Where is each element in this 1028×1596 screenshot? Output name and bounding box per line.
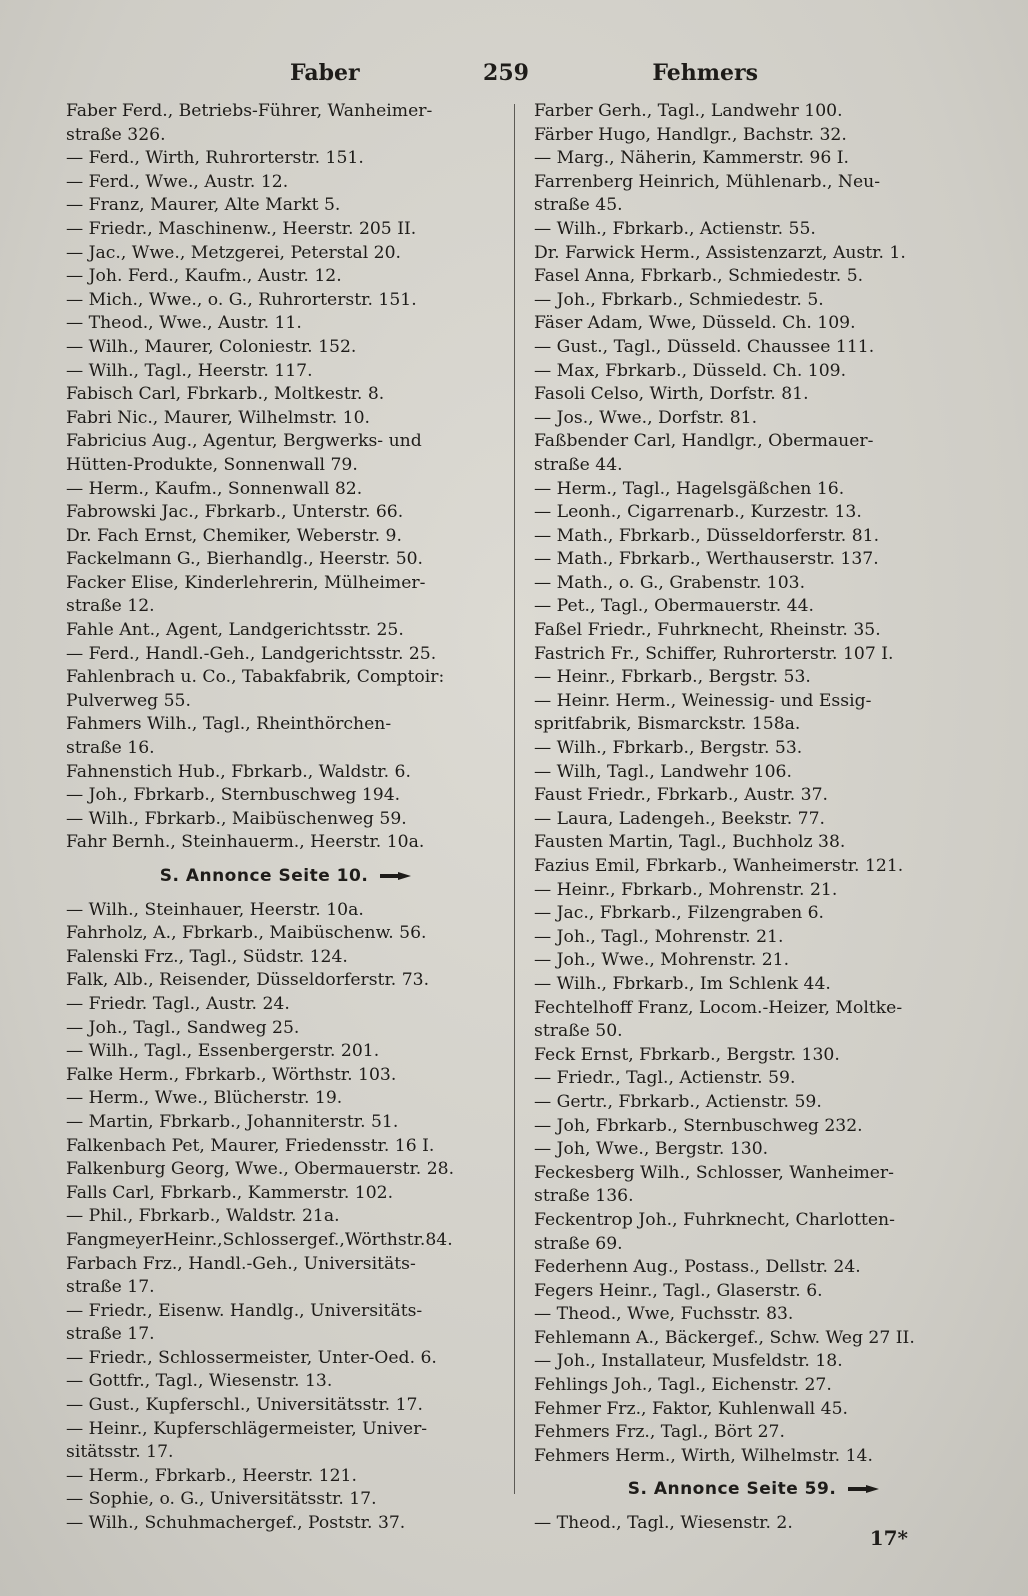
advertisement-notice xyxy=(66,855,506,899)
directory-entry xyxy=(534,548,974,572)
directory-entry xyxy=(66,1064,506,1088)
entry-continuation-line: Pulverweg 55. xyxy=(66,690,191,711)
directory-entry xyxy=(534,360,974,384)
entry-line: — Friedr., Eisenw. Handlg., Universitäts- xyxy=(66,1300,423,1321)
directory-entry xyxy=(534,1067,974,1091)
directory-entry xyxy=(66,1418,506,1465)
entry-line: — Friedr., Schlossermeister, Unter-Oed. 6. xyxy=(66,1347,437,1368)
entry-line: Feck Ernst, Fbrkarb., Bergstr. 130. xyxy=(534,1044,840,1065)
entry-line: Fahmers Wilh., Tagl., Rheinthörchen- xyxy=(66,714,392,735)
entry-line: Faßbender Carl, Handlgr., Obermauer- xyxy=(534,431,874,452)
directory-entry xyxy=(534,336,974,360)
directory-entry xyxy=(534,902,974,926)
entry-line: Fehmer Frz., Faktor, Kuhlenwall 45. xyxy=(534,1398,848,1419)
directory-entry xyxy=(534,973,974,997)
directory-entry xyxy=(534,1138,974,1162)
entry-line: — Math., Fbrkarb., Werthauserstr. 137. xyxy=(534,549,879,570)
entry-line: — Theod., Tagl., Wiesenstr. 2. xyxy=(534,1513,793,1534)
entry-continuation-line: straße 326. xyxy=(66,124,166,145)
entry-line: — Joh. Ferd., Kaufm., Austr. 12. xyxy=(66,266,342,287)
entry-line: — Gust., Kupferschl., Universitätsstr. 17. xyxy=(66,1395,423,1416)
directory-entry xyxy=(534,1115,974,1139)
entry-line: — Theod., Wwe., Austr. 11. xyxy=(66,313,302,334)
directory-entry xyxy=(66,242,506,266)
entry-line: — Joh., Fbrkarb., Schmiedestr. 5. xyxy=(534,289,824,310)
entry-line: Fehmers Herm., Wirth, Wilhelmstr. 14. xyxy=(534,1445,873,1466)
directory-entry xyxy=(66,1370,506,1394)
directory-entry xyxy=(66,946,506,970)
directory-entry xyxy=(66,1017,506,1041)
entry-line: — Laura, Ladengeh., Beekstr. 77. xyxy=(534,808,826,829)
directory-entry xyxy=(66,713,506,760)
directory-entry xyxy=(66,993,506,1017)
entry-line: Fahnenstich Hub., Fbrkarb., Waldstr. 6. xyxy=(66,761,411,782)
entry-line: — Gertr., Fbrkarb., Actienstr. 59. xyxy=(534,1091,822,1112)
entry-line: Fäser Adam, Wwe, Düsseld. Ch. 109. xyxy=(534,313,856,334)
directory-entry xyxy=(66,171,506,195)
entry-continuation-line: straße 136. xyxy=(534,1186,634,1207)
entry-line: Fahrholz, A., Fbrkarb., Maibüschenw. 56. xyxy=(66,923,427,944)
page-header xyxy=(70,56,958,90)
directory-entry xyxy=(534,147,974,171)
entry-line: — Wilh., Fbrkarb., Actienstr. 55. xyxy=(534,218,816,239)
directory-entry xyxy=(66,1229,506,1253)
entry-line: — Wilh., Fbrkarb., Maibüschenweg 59. xyxy=(66,808,407,829)
entry-line: — Jac., Wwe., Metzgerei, Peterstal 20. xyxy=(66,242,401,263)
entry-line: — Joh., Fbrkarb., Sternbuschweg 194. xyxy=(66,785,401,806)
entry-line: Fechtelhoff Franz, Locom.-Heizer, Moltke- xyxy=(534,997,903,1018)
entry-line: — Sophie, o. G., Universitätsstr. 17. xyxy=(66,1489,377,1510)
entry-line: — Wilh., Fbrkarb., Bergstr. 53. xyxy=(534,738,803,759)
entry-line: Fastrich Fr., Schiffer, Ruhrorterstr. 107 I. xyxy=(534,643,894,664)
entry-continuation-line: straße 16. xyxy=(66,738,155,759)
entry-line: — Heinr., Kupferschlägermeister, Univer- xyxy=(66,1418,428,1439)
entry-line: — Wilh., Steinhauer, Heerstr. 10a. xyxy=(66,899,364,920)
directory-entry xyxy=(534,808,974,832)
directory-entry xyxy=(66,1040,506,1064)
directory-entry xyxy=(534,124,974,148)
entry-continuation-line: sitätsstr. 17. xyxy=(66,1442,174,1463)
entry-line: — Math., o. G., Grabenstr. 103. xyxy=(534,572,806,593)
entry-line: — Heinr. Herm., Weinessig- und Essig- xyxy=(534,690,872,711)
entry-line: — Friedr. Tagl., Austr. 24. xyxy=(66,993,290,1014)
entry-line: Farrenberg Heinrich, Mühlenarb., Neu- xyxy=(534,171,881,192)
entry-line: — Jac., Fbrkarb., Filzengraben 6. xyxy=(534,903,825,924)
entry-line: — Herm., Fbrkarb., Heerstr. 121. xyxy=(66,1465,357,1486)
directory-entry xyxy=(66,336,506,360)
directory-entry xyxy=(66,218,506,242)
entry-continuation-line: straße 50. xyxy=(534,1021,623,1042)
entry-line: — Joh., Tagl., Mohrenstr. 21. xyxy=(534,926,784,947)
entry-line: Fahlenbrach u. Co., Tabakfabrik, Comptoir: xyxy=(66,667,445,688)
entry-line: Fasoli Celso, Wirth, Dorfstr. 81. xyxy=(534,384,809,405)
directory-entry xyxy=(534,501,974,525)
directory-entry xyxy=(534,525,974,549)
directory-entry xyxy=(534,690,974,737)
directory-entry xyxy=(534,1162,974,1209)
entry-line: — Wilh., Fbrkarb., Im Schlenk 44. xyxy=(534,973,831,994)
directory-entry xyxy=(66,784,506,808)
entry-line: Federhenn Aug., Postass., Dellstr. 24. xyxy=(534,1257,861,1278)
entry-line: — Joh., Tagl., Sandweg 25. xyxy=(66,1017,300,1038)
advertisement-notice-text: S. Annonce Seite 59. xyxy=(627,1479,837,1500)
directory-entry xyxy=(66,619,506,643)
entry-line: Falkenbach Pet, Maurer, Friedensstr. 16 I. xyxy=(66,1135,435,1156)
entry-line: — Math., Fbrkarb., Düsseldorferstr. 81. xyxy=(534,525,880,546)
directory-entry xyxy=(66,1347,506,1371)
entry-line: Faber Ferd., Betriebs-Führer, Wanheimer- xyxy=(66,101,433,121)
directory-entry xyxy=(66,761,506,785)
directory-entry xyxy=(66,525,506,549)
entry-line: — Mich., Wwe., o. G., Ruhrorterstr. 151. xyxy=(66,289,417,310)
entry-line: Feckentrop Joh., Fuhrknecht, Charlotten- xyxy=(534,1209,895,1230)
entry-line: — Joh., Installateur, Musfeldstr. 18. xyxy=(534,1351,843,1372)
entry-line: — Ferd., Wirth, Ruhrorterstr. 151. xyxy=(66,148,364,169)
directory-entry xyxy=(534,1512,974,1536)
directory-entry xyxy=(534,171,974,218)
directory-entry xyxy=(534,619,974,643)
directory-entry xyxy=(534,572,974,596)
directory-entry xyxy=(66,831,506,855)
directory-entry xyxy=(66,147,506,171)
directory-entry xyxy=(534,1209,974,1256)
entry-line: — Herm., Tagl., Hagelsgäßchen 16. xyxy=(534,478,845,499)
directory-entry xyxy=(66,1111,506,1135)
directory-entry xyxy=(534,100,974,124)
directory-entry xyxy=(534,242,974,266)
directory-entry xyxy=(534,478,974,502)
entry-line: Faßel Friedr., Fuhrknecht, Rheinstr. 35. xyxy=(534,620,881,641)
entry-line: Fegers Heinr., Tagl., Glaserstr. 6. xyxy=(534,1280,823,1301)
directory-entry xyxy=(66,501,506,525)
entry-line: — Gust., Tagl., Düsseld. Chaussee 111. xyxy=(534,336,875,357)
entry-line: Fabrowski Jac., Fbrkarb., Unterstr. 66. xyxy=(66,502,404,523)
entry-line: Fackelmann G., Bierhandlg., Heerstr. 50. xyxy=(66,549,424,570)
directory-entry xyxy=(66,407,506,431)
directory-entry xyxy=(534,595,974,619)
entry-line: Farber Gerh., Tagl., Landwehr 100. xyxy=(534,101,843,121)
entry-line: Falenski Frz., Tagl., Südstr. 124. xyxy=(66,946,348,967)
entry-line: Fabri Nic., Maurer, Wilhelmstr. 10. xyxy=(66,407,371,428)
entry-line: — Leonh., Cigarrenarb., Kurzestr. 13. xyxy=(534,502,862,523)
directory-entry xyxy=(534,1256,974,1280)
entry-line: — Friedr., Maschinenw., Heerstr. 205 II. xyxy=(66,218,417,239)
entry-continuation-line: spritfabrik, Bismarckstr. 158a. xyxy=(534,714,801,735)
entry-line: — Ferd., Wwe., Austr. 12. xyxy=(66,171,289,192)
entry-continuation-line: straße 69. xyxy=(534,1233,623,1254)
entry-continuation-line: straße 12. xyxy=(66,596,155,617)
directory-entry xyxy=(66,1465,506,1489)
directory-entry xyxy=(534,289,974,313)
header-left-keyword: Faber xyxy=(290,60,360,86)
directory-entry xyxy=(66,548,506,572)
directory-entry xyxy=(534,1398,974,1422)
entry-line: — Jos., Wwe., Dorfstr. 81. xyxy=(534,407,758,428)
directory-entry xyxy=(534,1303,974,1327)
directory-entry xyxy=(66,1394,506,1418)
entry-line: Fehmers Frz., Tagl., Bört 27. xyxy=(534,1422,785,1443)
directory-entry xyxy=(534,1374,974,1398)
directory-entry xyxy=(66,643,506,667)
entry-line: Falkenburg Georg, Wwe., Obermauerstr. 28. xyxy=(66,1159,455,1180)
entry-continuation-line: Hütten-Produkte, Sonnenwall 79. xyxy=(66,454,358,475)
entry-line: — Marg., Näherin, Kammerstr. 96 I. xyxy=(534,148,849,169)
entry-line: — Martin, Fbrkarb., Johanniterstr. 51. xyxy=(66,1111,399,1132)
directory-entry xyxy=(66,1182,506,1206)
entry-line: Fazius Emil, Fbrkarb., Wanheimerstr. 121. xyxy=(534,856,904,876)
directory-entry xyxy=(66,1135,506,1159)
directory-entry xyxy=(66,1253,506,1300)
entry-line: — Heinr., Fbrkarb., Bergstr. 53. xyxy=(534,667,811,688)
entry-line: — Friedr., Tagl., Actienstr. 59. xyxy=(534,1068,796,1089)
directory-entry xyxy=(66,194,506,218)
entry-line: — Herm., Kaufm., Sonnenwall 82. xyxy=(66,478,363,499)
directory-entry xyxy=(534,761,974,785)
entry-line: — Wilh, Tagl., Landwehr 106. xyxy=(534,761,792,782)
directory-entry xyxy=(66,808,506,832)
pointing-hand-icon xyxy=(846,1483,880,1495)
advertisement-notice xyxy=(534,1468,974,1512)
directory-entry xyxy=(534,1350,974,1374)
entry-line: — Wilh., Tagl., Heerstr. 117. xyxy=(66,360,313,381)
directory-entry xyxy=(66,1087,506,1111)
entry-line: Facker Elise, Kinderlehrerin, Mülheimer- xyxy=(66,572,426,593)
entry-line: Fabisch Carl, Fbrkarb., Moltkestr. 8. xyxy=(66,384,385,405)
entry-line: — Gottfr., Tagl., Wiesenstr. 13. xyxy=(66,1371,333,1392)
entry-line: — Franz, Maurer, Alte Markt 5. xyxy=(66,195,341,216)
entry-line: Fabricius Aug., Agentur, Bergwerks- und xyxy=(66,431,422,452)
entry-line: — Wilh., Maurer, Coloniestr. 152. xyxy=(66,336,357,357)
directory-entry xyxy=(534,1445,974,1469)
directory-entry xyxy=(534,831,974,855)
directory-entry xyxy=(534,643,974,667)
left-column xyxy=(66,100,506,1536)
directory-entry xyxy=(534,997,974,1044)
entry-line: — Heinr., Fbrkarb., Mohrenstr. 21. xyxy=(534,879,838,900)
entry-line: — Wilh., Tagl., Essenbergerstr. 201. xyxy=(66,1041,380,1062)
signature-mark: 17* xyxy=(869,1526,908,1550)
directory-entry xyxy=(66,478,506,502)
directory-entry xyxy=(534,784,974,808)
directory-entry xyxy=(66,430,506,477)
directory-entry xyxy=(534,666,974,690)
directory-entry xyxy=(66,1512,506,1536)
directory-entry xyxy=(534,312,974,336)
entry-line: — Joh, Fbrkarb., Sternbuschweg 232. xyxy=(534,1115,863,1136)
directory-entry xyxy=(66,1488,506,1512)
page-number: 259 xyxy=(483,60,529,86)
entry-line: Dr. Fach Ernst, Chemiker, Weberstr. 9. xyxy=(66,525,402,546)
directory-entry xyxy=(66,265,506,289)
entry-line: Falls Carl, Fbrkarb., Kammerstr. 102. xyxy=(66,1182,394,1203)
directory-entry xyxy=(534,737,974,761)
entry-line: — Max, Fbrkarb., Düsseld. Ch. 109. xyxy=(534,360,847,381)
directory-entry xyxy=(534,1280,974,1304)
entry-line: Dr. Farwick Herm., Assistenzarzt, Austr. 1. xyxy=(534,242,906,263)
entry-line: Fausten Martin, Tagl., Buchholz 38. xyxy=(534,832,846,853)
entry-line: — Herm., Wwe., Blücherstr. 19. xyxy=(66,1088,343,1109)
directory-entry xyxy=(534,218,974,242)
column-divider xyxy=(514,104,515,1494)
directory-entry xyxy=(534,430,974,477)
right-column xyxy=(534,100,974,1536)
directory-entry xyxy=(534,1044,974,1068)
directory-entry xyxy=(66,572,506,619)
entry-line: — Theod., Wwe, Fuchsstr. 83. xyxy=(534,1304,794,1325)
directory-entry xyxy=(66,666,506,713)
entry-line: Falk, Alb., Reisender, Düsseldorferstr. 73. xyxy=(66,970,430,991)
entry-line: Färber Hugo, Handlgr., Bachstr. 32. xyxy=(534,124,847,145)
entry-line: — Pet., Tagl., Obermauerstr. 44. xyxy=(534,596,814,617)
directory-entry xyxy=(66,899,506,923)
directory-entry xyxy=(534,1421,974,1445)
entry-line: — Wilh., Schuhmachergef., Poststr. 37. xyxy=(66,1513,406,1534)
directory-entry xyxy=(66,1205,506,1229)
entry-line: Fehlemann A., Bäckergef., Schw. Weg 27 II. xyxy=(534,1327,915,1348)
directory-entry xyxy=(66,312,506,336)
pointing-hand-icon xyxy=(378,870,412,882)
entry-continuation-line: straße 45. xyxy=(534,195,623,216)
entry-line: Fahle Ant., Agent, Landgerichtsstr. 25. xyxy=(66,620,404,641)
entry-line: Fahr Bernh., Steinhauerm., Heerstr. 10a. xyxy=(66,832,425,853)
entry-line: Faust Friedr., Fbrkarb., Austr. 37. xyxy=(534,785,829,806)
directory-entry xyxy=(534,383,974,407)
directory-entry xyxy=(534,949,974,973)
entry-line: Fasel Anna, Fbrkarb., Schmiedestr. 5. xyxy=(534,266,864,287)
entry-line: — Ferd., Handl.-Geh., Landgerichtsstr. 25. xyxy=(66,643,437,664)
directory-entry xyxy=(66,360,506,384)
entry-continuation-line: straße 17. xyxy=(66,1277,155,1298)
entry-continuation-line: straße 17. xyxy=(66,1324,155,1345)
entry-line: Feckesberg Wilh., Schlosser, Wanheimer- xyxy=(534,1162,894,1183)
directory-entry xyxy=(66,100,506,147)
header-right-keyword: Fehmers xyxy=(652,60,758,86)
directory-entry xyxy=(66,1300,506,1347)
directory-entry xyxy=(66,1158,506,1182)
entry-line: Fehlings Joh., Tagl., Eichenstr. 27. xyxy=(534,1375,832,1396)
directory-entry xyxy=(534,407,974,431)
entry-line: — Joh, Wwe., Bergstr. 130. xyxy=(534,1139,769,1160)
directory-entry xyxy=(66,289,506,313)
directory-entry xyxy=(66,969,506,993)
directory-entry xyxy=(66,922,506,946)
directory-entry xyxy=(534,855,974,879)
entry-line: Farbach Frz., Handl.-Geh., Universitäts- xyxy=(66,1253,416,1274)
entry-continuation-line: straße 44. xyxy=(534,454,623,475)
directory-entry xyxy=(534,879,974,903)
entry-line: — Phil., Fbrkarb., Waldstr. 21a. xyxy=(66,1206,340,1227)
directory-entry xyxy=(534,1327,974,1351)
directory-entry xyxy=(534,926,974,950)
advertisement-notice-text: S. Annonce Seite 10. xyxy=(159,866,369,886)
directory-entry xyxy=(534,265,974,289)
directory-entry xyxy=(534,1091,974,1115)
directory-entry xyxy=(66,383,506,407)
entry-line: FangmeyerHeinr.,Schlossergef.,Wörthstr.84. xyxy=(66,1229,453,1250)
entry-line: Falke Herm., Fbrkarb., Wörthstr. 103. xyxy=(66,1064,397,1085)
entry-line: — Joh., Wwe., Mohrenstr. 21. xyxy=(534,950,790,971)
